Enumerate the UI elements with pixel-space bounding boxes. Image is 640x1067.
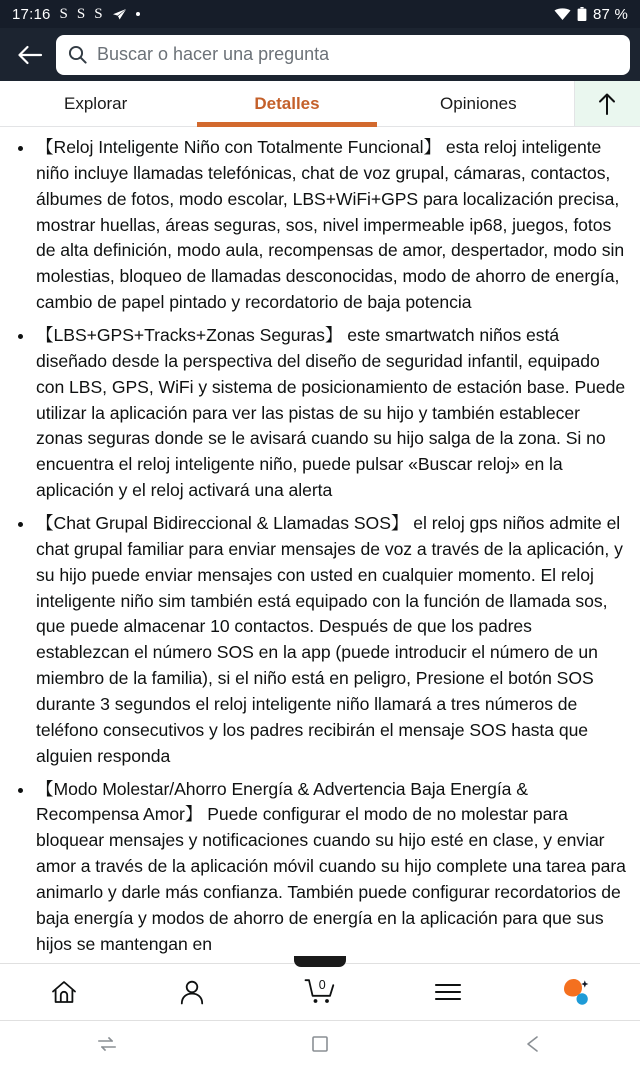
home-icon bbox=[49, 978, 79, 1006]
scroll-to-top-button[interactable] bbox=[574, 81, 640, 126]
tab-detalles[interactable]: Detalles bbox=[191, 81, 382, 126]
s-icon: S bbox=[76, 5, 86, 22]
tab-bar bbox=[0, 81, 640, 127]
android-system-navigation-bar bbox=[0, 1021, 640, 1067]
list-item: 【LBS+GPS+Tracks+Zonas Seguras】 este smartwatch niños está diseñado desde la perspectiva del diseño de seguridad infantil, equipado con LBS, GPS, WiFi y sistema de posicionamiento de estación base. Puede utilizar la aplicación para ver las pistas de su hijo y también establecer zonas seguras donde se le avisará cuando su hijo salga de la zona. Si no encuentra el reloj inteligente niño, puede pulsar «Buscar reloj» en la aplicación y el reloj activará una alerta bbox=[10, 323, 626, 504]
feature-bullet-list bbox=[10, 135, 626, 958]
search-header bbox=[0, 28, 640, 81]
tab-opiniones[interactable]: Opiniones bbox=[383, 81, 574, 126]
dot-icon bbox=[136, 12, 140, 16]
back-icon bbox=[522, 1034, 544, 1054]
up-arrow-icon bbox=[597, 92, 617, 116]
battery-icon bbox=[577, 7, 587, 22]
account-icon bbox=[178, 978, 206, 1006]
status-bar-right bbox=[554, 6, 628, 23]
bottom-navigation-bar bbox=[0, 963, 640, 1021]
system-home-button[interactable] bbox=[213, 1034, 426, 1054]
system-back-button[interactable] bbox=[427, 1034, 640, 1054]
system-recents-button[interactable] bbox=[0, 1035, 213, 1053]
product-details-content[interactable] bbox=[0, 127, 640, 963]
nav-rufus-assistant-button[interactable] bbox=[512, 964, 640, 1020]
recents-icon bbox=[96, 1035, 118, 1053]
back-arrow-icon bbox=[17, 44, 43, 66]
nav-home-button[interactable] bbox=[0, 964, 128, 1020]
status-bar bbox=[0, 0, 640, 28]
search-icon bbox=[68, 45, 87, 64]
s-icon: S bbox=[94, 5, 103, 22]
cart-badge-count: 0 bbox=[318, 978, 326, 993]
list-item: 【Chat Grupal Bidireccional & Llamadas SOS】 el reloj gps niños admite el chat grupal familiar para enviar mensajes de voz a través de la aplicación, y su hijo puede enviar mensajes con usted en cualquier momento. El reloj inteligente niño sim también está equipado con la función de llamada sos, que puede almacenar 10 contactos. Después de que los padres establezcan el número SOS en la app (puede introducir el número de un miembro de la familia), si el niño está en peligro, Presione el botón SOS durante 3 segundos el reloj inteligente niño llamará a tres números de teléfono consecutivos y los padres recibirán el mensaje SOS hasta que alguien responda bbox=[10, 511, 626, 770]
s-icon: S bbox=[59, 5, 68, 22]
paper-plane-icon bbox=[112, 8, 127, 21]
rufus-assistant-icon bbox=[559, 976, 593, 1008]
menu-icon bbox=[433, 981, 463, 1003]
list-item: 【Modo Molestar/Ahorro Energía & Advertencia Baja Energía & Recompensa Amor】 Puede configurar el modo de no molestar para bloquear mensajes y notificaciones cuando su hijo esté en clase, y enviar amor a través de la aplicación móvil cuando su hijo complete una tarea para animarlo y darle más confianza. También puede configurar recordatorios de baja energía y modos de ahorro de energía en la aplicación para que sus hijos se mantengan en bbox=[10, 777, 626, 958]
status-time: 17:16 bbox=[12, 5, 51, 23]
nav-account-button[interactable] bbox=[128, 964, 256, 1020]
tab-explorar[interactable]: Explorar bbox=[0, 81, 191, 126]
cart-icon bbox=[303, 977, 337, 1007]
nav-menu-button[interactable] bbox=[384, 964, 512, 1020]
wifi-icon bbox=[554, 8, 571, 21]
battery-percent: 87 % bbox=[593, 5, 628, 23]
nav-cart-button[interactable] bbox=[256, 964, 384, 1020]
home-square-icon bbox=[310, 1034, 330, 1054]
status-bar-left bbox=[12, 6, 140, 23]
search-input-placeholder: Buscar o hacer una pregunta bbox=[97, 44, 330, 64]
back-button[interactable] bbox=[6, 31, 54, 79]
list-item: 【Reloj Inteligente Niño con Totalmente Funcional】 esta reloj inteligente niño incluye llamadas telefónicas, chat de voz grupal, cámaras, contactos, álbumes de fotos, modo escolar, LBS+WiFi+GPS para localización precisa, mostrar huellas, áreas seguras, sos, nivel impermeable ip68, juegos, fotos de alta definición, modo aula, recompensas de amor, despertador, modo sin molestias, bloqueo de llamadas desconocidas, modo de ahorro de energía, cambio de papel pintado y recordatorio de baja potencia bbox=[10, 135, 626, 316]
search-input[interactable] bbox=[56, 35, 630, 75]
drag-handle[interactable] bbox=[294, 956, 346, 967]
